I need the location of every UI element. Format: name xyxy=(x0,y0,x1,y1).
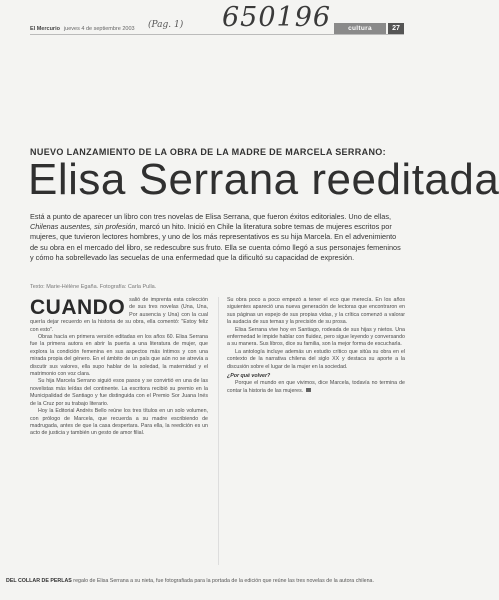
lead-text-start: Está a punto de aparecer un libro con tres novelas de Elisa Serrana, que fueron éxitos editoriales. Uno de ellas, xyxy=(30,212,392,221)
body-paragraph: Su obra poco a poco empezó a tener el eco que merecía. En los años siguientes apareció una nueva generación de lectoras que encontraron en sus páginas un espejo de sus propias vidas, y la crítica comenzó a valorar la audacia de sus temas y la precisión de su prosa. xyxy=(227,297,405,326)
byline-credit: Texto: Marie-Hélène Egaña. Fotografía: Carla Pulla. xyxy=(30,284,157,290)
lead-paragraph xyxy=(30,212,406,263)
page-number: 27 xyxy=(388,23,404,34)
body-column-left xyxy=(30,297,208,565)
publication-date: jueves 4 de septiembre 2003 xyxy=(63,26,135,32)
publication-name: El Mercurio xyxy=(30,26,60,32)
headline: Elisa Serrana reeditada xyxy=(28,155,499,204)
lead-italic-title: Chilenas ausentes, sin profesión xyxy=(30,222,136,232)
section-tag: cultura xyxy=(334,23,386,34)
body-paragraph xyxy=(227,380,405,395)
photo-caption xyxy=(6,578,434,584)
body-paragraph: Su hija Marcela Serrano siguió esos pasos y se convirtió en una de las novelistas más leídas del continente. La escritora recibió su premio en la Municipalidad de Santiago y fue distinguida con el Premio Sor Juana Inés de la Cruz por su trabajo literario. xyxy=(30,378,208,407)
body-paragraph: La antología incluye además un estudio crítico que sitúa su obra en el contexto de la narrativa chilena del siglo XX y destaca su aporte a la discusión sobre el lugar de la mujer en la sociedad. xyxy=(227,348,405,370)
kicker: NUEVO LANZAMIENTO DE LA OBRA DE LA MADRE DE MARCELA SERRANO: xyxy=(30,147,386,157)
caption-text: regalo de Elisa Serrana a su nieta, fue fotografiada para la portada de la edición que reúne las tres novelas de la autora chilena. xyxy=(71,578,374,584)
end-mark-icon xyxy=(306,388,311,392)
lead-text-end: , marcó un hito. Inició en Chile la literatura sobre temas de mujeres escritos por mujeres, que tuvieron lectores hombres, y uno de los más representativos es su hija Marcela. En el advenimiento de su obra en el mercado del libro, se redescubre sus fruto. Ella se cuenta cómo llegó a sus personajes femeninos y cómo ha sobrellevado las secuelas de una enfermedad que la dificultó su capacidad de expresión. xyxy=(30,222,401,262)
body-paragraph: salió de imprenta esta colección de sus tres novelas (Una, Una, Por ausencia y Una) con la cual quería dejar recuerdo en la historia de su obra, ella comentó: "Estoy feliz con esto". xyxy=(30,297,208,333)
handwritten-archive-number: 650196 xyxy=(222,2,332,33)
closing-paragraph: Porque el mundo en que vivimos, dice Marcela, todavía no termina de contar la historia de las mujeres. xyxy=(227,380,405,394)
body-column-right xyxy=(227,297,405,559)
body-paragraph: Obras hacía en primera versión editadas en los años 60. Elisa Serrana fue la primera autora en abrir la puerta a una literatura de mujer, que explora la condición femenina en sus aspectos más íntimos y con una mirada propia del género. En el ámbito de un país que aún no se atrevía a discutir sus valores, ella supo hablar de la soledad, la maternidad y el matrimonio con voz clara. xyxy=(30,334,208,378)
caption-label: DEL COLLAR DE PERLAS xyxy=(6,578,72,584)
dropcap-lead-word: CUANDO xyxy=(30,296,126,319)
column-divider xyxy=(218,297,219,565)
header-rule xyxy=(30,34,404,35)
handwritten-note: (Pag. 1) xyxy=(148,20,184,30)
body-paragraph: Hoy la Editorial Andrés Bello reúne los tres títulos en un solo volumen, con prólogo de Marcela, que recuerda a su madre escribiendo de madrugada, antes de que la casa despertara. Para ella, la reedición es un acto de justicia y también un gesto de amor filial. xyxy=(30,408,208,437)
body-paragraph: Elisa Serrana vive hoy en Santiago, rodeada de sus hijas y nietos. Una enfermedad le impide hablar con fluidez, pero sigue leyendo y conversando a su manera. Sus libros, dice su familia, son la mejor forma de escucharla. xyxy=(227,326,405,348)
subheading: ¿Por qué volver? xyxy=(227,373,271,380)
